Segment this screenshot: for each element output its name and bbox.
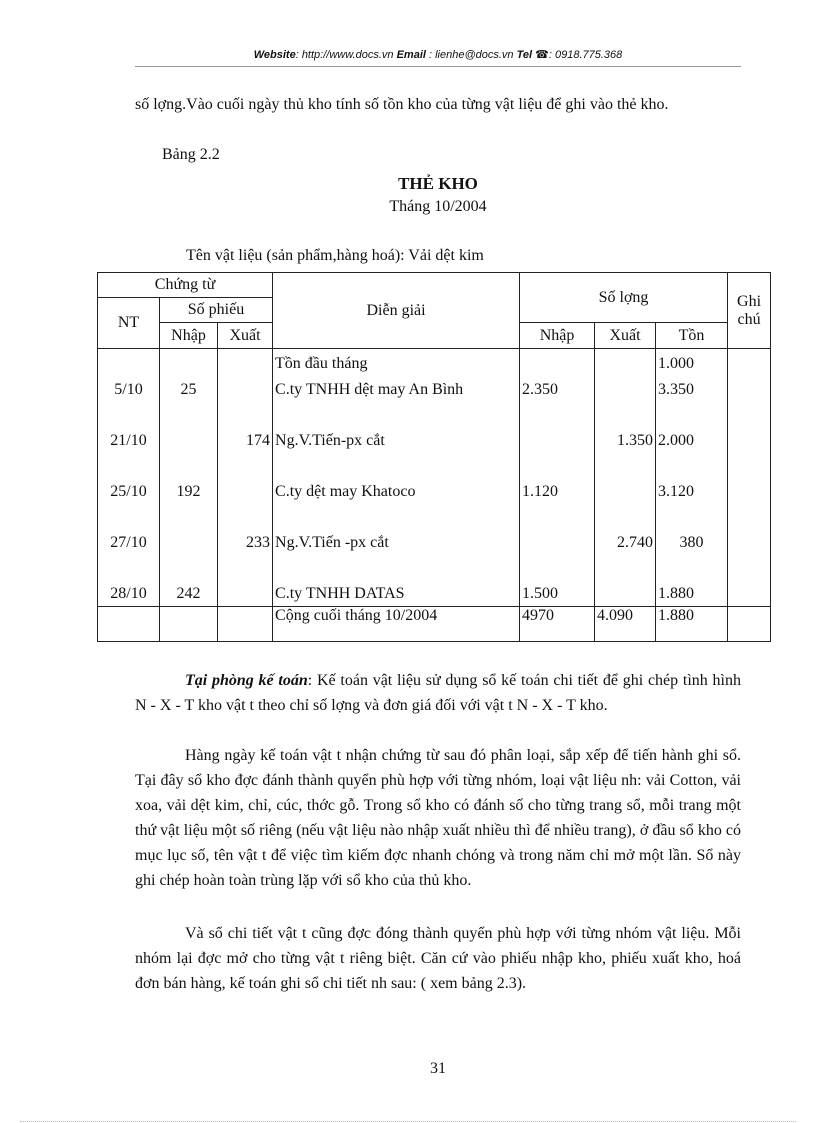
col-qty-in: Nhập <box>520 323 595 349</box>
qty-out-column: 1.350 2.740 <box>595 349 656 607</box>
phone-number: : 0918.775.368 <box>548 49 623 61</box>
col-note: Ghi chú <box>728 273 771 349</box>
col-description: Diễn giải <box>273 273 520 349</box>
accounting-paragraph <box>135 668 741 718</box>
col-quantity: Số lợng <box>520 273 728 323</box>
col-out-no: Xuất <box>218 323 273 349</box>
page-header <box>135 48 741 61</box>
email-label: Email <box>396 49 426 61</box>
in-voucher-column: 25 192 242 <box>160 349 218 607</box>
stock-card-table <box>97 272 771 642</box>
card-title: THẺ KHO <box>398 174 478 193</box>
material-name: Tên vật liệu (sản phẩm,hàng hoá): Vải dệt kim <box>186 247 484 264</box>
col-qty-stock: Tồn <box>656 323 728 349</box>
detail-paragraph: Và sổ chi tiết vật t cũng đợc đóng thành quyển phù hợp với từng nhóm vật liệu. Mỗi nhóm lại đợc mở cho từng vật t riêng biệt. Căn cứ vào phiếu nhập kho, phiếu xuất kho, hoá đơn bán hàng, kế toán ghi sổ chi tiết nh sau: ( xem bảng 2.3). <box>135 925 741 992</box>
intro-paragraph: số lợng.Vào cuối ngày thủ kho tính số tồn kho của từng vật liệu để ghi vào thẻ kho. <box>135 96 669 113</box>
page-number: 31 <box>430 1060 446 1077</box>
accounting-lead: Tại phòng kế toán <box>185 672 308 689</box>
note-column <box>728 349 771 607</box>
col-date: NT <box>98 298 160 349</box>
table-caption: Bảng 2.2 <box>162 146 220 163</box>
stock-column: 1.000 3.350 2.000 3.120 380 1.880 <box>656 349 728 607</box>
total-row <box>98 607 771 642</box>
phone-icon: ☎ <box>535 49 549 61</box>
col-voucher-no: Số phiếu <box>160 298 273 323</box>
bottom-divider <box>20 1121 796 1122</box>
website-url: : http://www.docs.vn <box>295 49 397 61</box>
tel-label: Tel <box>516 49 533 61</box>
table-row <box>98 349 771 607</box>
total-qty-in: 4970 <box>520 607 595 642</box>
col-in-no: Nhập <box>160 323 218 349</box>
out-voucher-column: 174 233 <box>218 349 273 607</box>
qty-in-column: 2.350 1.120 1.500 <box>520 349 595 607</box>
col-voucher: Chứng từ <box>98 273 273 298</box>
total-qty-out: 4.090 <box>595 607 656 642</box>
daily-paragraph: Hàng ngày kế toán vật t nhận chứng từ sau đó phân loại, sắp xếp để tiến hành ghi sổ. Tại đây sổ kho đợc đánh thành quyển phù hợp với từng nhóm, loại vật liệu nh: vải Cotton, vải xoa, vải dệt kim, chỉ, cúc, thớc gỗ. Trong sổ kho có đánh số cho từng trang sổ, mỗi trang một thứ vật liệu một số riêng (nếu vật liệu nào nhập xuất nhiều thì để nhiều trang), ở đầu sổ kho có mục lục số, tên vật t để việc tìm kiếm đợc nhanh chóng và trong năm chỉ mở một lần. Sổ này ghi chép hoàn toàn trùng lặp với sổ kho của thủ kho. <box>135 747 741 889</box>
description-column: Tồn đầu tháng C.ty TNHH dệt may An Bình Ng.V.Tiến-px cắt C.ty dệt may Khatoco Ng.V.Tiến -px cắt C.ty TNHH DATAS <box>273 349 520 607</box>
accounting-text: : Kế toán vật liệu sử dụng sổ kế toán chi tiết để ghi chép tình hình N - X - T kho vật t theo chỉ số lợng và đơn giá đối với vật t N - X - T kho. <box>135 672 742 714</box>
total-label: Cộng cuối tháng 10/2004 <box>273 607 520 642</box>
card-subtitle: Tháng 10/2004 <box>389 198 487 215</box>
email-address: : lienhe@docs.vn <box>425 49 517 61</box>
date-column: 5/10 21/10 25/10 27/10 28/10 <box>98 349 160 607</box>
website-label: Website <box>253 49 296 61</box>
col-qty-out: Xuất <box>595 323 656 349</box>
header-divider <box>135 66 741 67</box>
total-stock: 1.880 <box>656 607 728 642</box>
